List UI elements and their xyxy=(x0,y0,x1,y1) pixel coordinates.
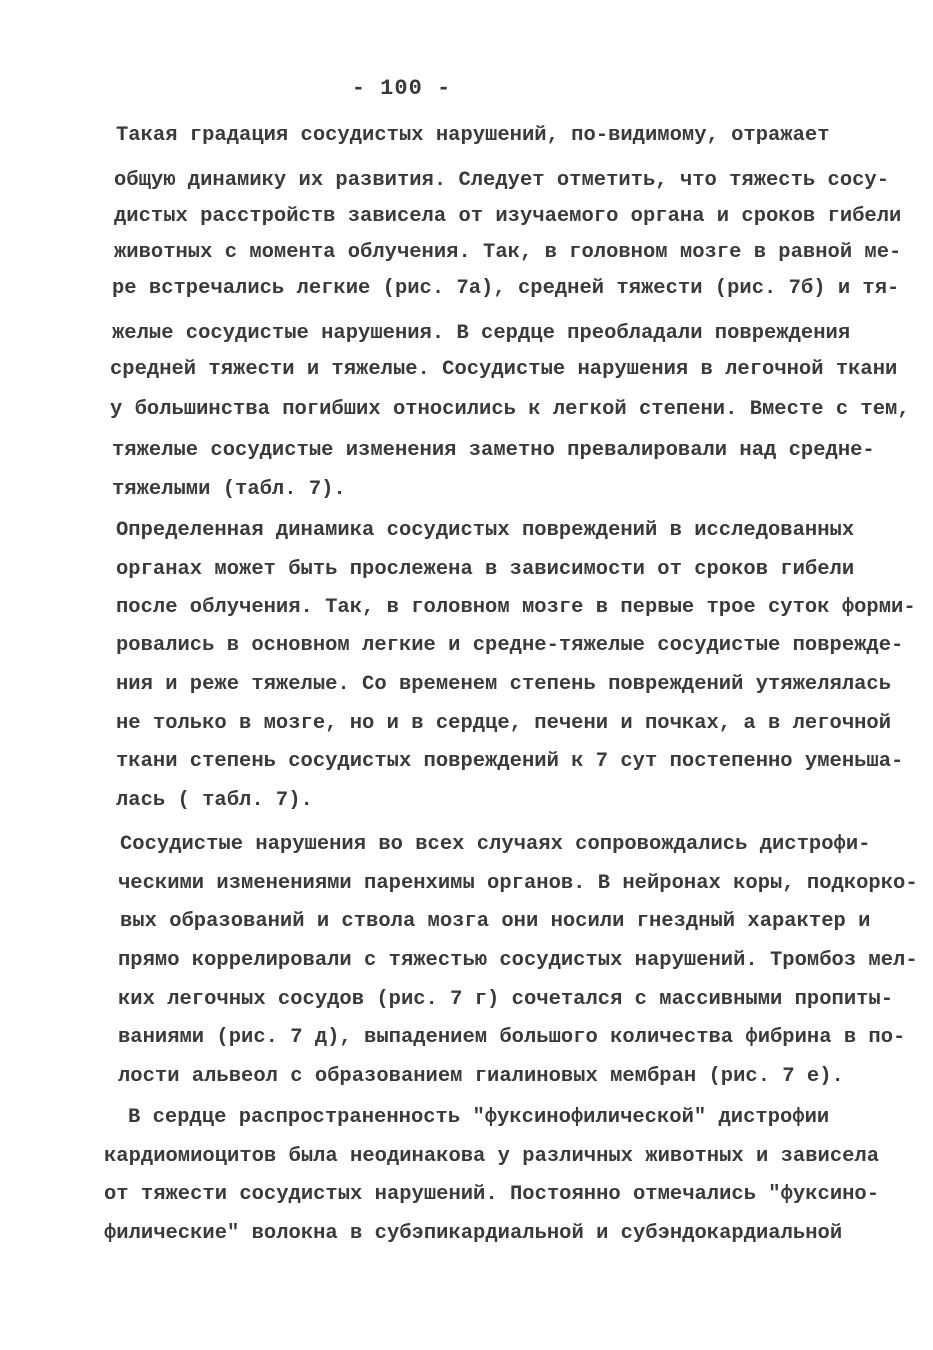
text-line: ткани степень сосудистых повреждений к 7 сут постепенно уменьша- xyxy=(116,750,904,773)
text-line: тяжелые сосудистые изменения заметно превалировали над средне- xyxy=(112,439,875,462)
text-line: В сердце распространенность "фуксинофилической" дистрофии xyxy=(128,1106,830,1129)
text-line: от тяжести сосудистых нарушений. Постоянно отмечались "фуксино- xyxy=(104,1183,880,1206)
text-line: не только в мозге, но и в сердце, печени и почках, а в легочной xyxy=(116,712,892,735)
text-line: ре встречались легкие (рис. 7а), средней тяжести (рис. 7б) и тя- xyxy=(112,277,900,300)
text-line: филические" волокна в субэпикардиальной и субэндокардиальной xyxy=(104,1222,843,1245)
text-line: общую динамику их развития. Следует отметить, что тяжесть сосу- xyxy=(114,169,890,192)
text-line: животных с момента облучения. Так, в головном мозге в равной ме- xyxy=(114,241,902,264)
text-line: средней тяжести и тяжелые. Сосудистые нарушения в легочной ткани xyxy=(110,358,898,381)
page-number: - 100 - xyxy=(351,76,452,101)
text-line: у большинства погибших относились к легкой степени. Вместе с тем, xyxy=(110,398,910,421)
text-line: кардиомиоцитов была неодинакова у различных животных и зависела xyxy=(104,1145,880,1168)
text-line: лости альвеол с образованием гиалиновых мембран (рис. 7 е). xyxy=(118,1065,844,1088)
text-line: Такая градация сосудистых нарушений, по-видимому, отражает xyxy=(116,124,830,147)
text-line: Сосудистые нарушения во всех случаях сопровождались дистрофи- xyxy=(120,833,871,856)
text-line: ния и реже тяжелые. Со временем степень повреждений утяжелялась xyxy=(116,673,892,696)
text-line: Определенная динамика сосудистых повреждений в исследованных xyxy=(116,519,855,542)
text-line: после облучения. Так, в головном мозге в первые трое суток форми- xyxy=(116,596,916,619)
text-line: ровались в основном легкие и средне-тяжелые сосудистые поврежде- xyxy=(116,634,904,657)
text-line: прямо коррелировали с тяжестью сосудистых нарушений. Тромбоз мел- xyxy=(118,949,918,972)
text-line: ческими изменениями паренхимы органов. В нейронах коры, подкорко- xyxy=(118,872,918,895)
text-line: желые сосудистые нарушения. В сердце преобладали повреждения xyxy=(112,322,851,345)
text-line: ваниями (рис. 7 д), выпадением большого количества фибрина в по- xyxy=(118,1026,906,1049)
text-line: тяжелыми (табл. 7). xyxy=(112,478,346,501)
text-line: вых образований и ствола мозга они носили гнездный характер и xyxy=(120,910,871,933)
text-line: органах может быть прослежена в зависимости от сроков гибели xyxy=(116,558,855,581)
text-line: дистых расстройств зависела от изучаемого органа и сроков гибели xyxy=(114,205,902,228)
text-line: ких легочных сосудов (рис. 7 г) сочетался с массивными пропиты- xyxy=(118,988,894,1011)
text-line: лась ( табл. 7). xyxy=(116,789,313,812)
